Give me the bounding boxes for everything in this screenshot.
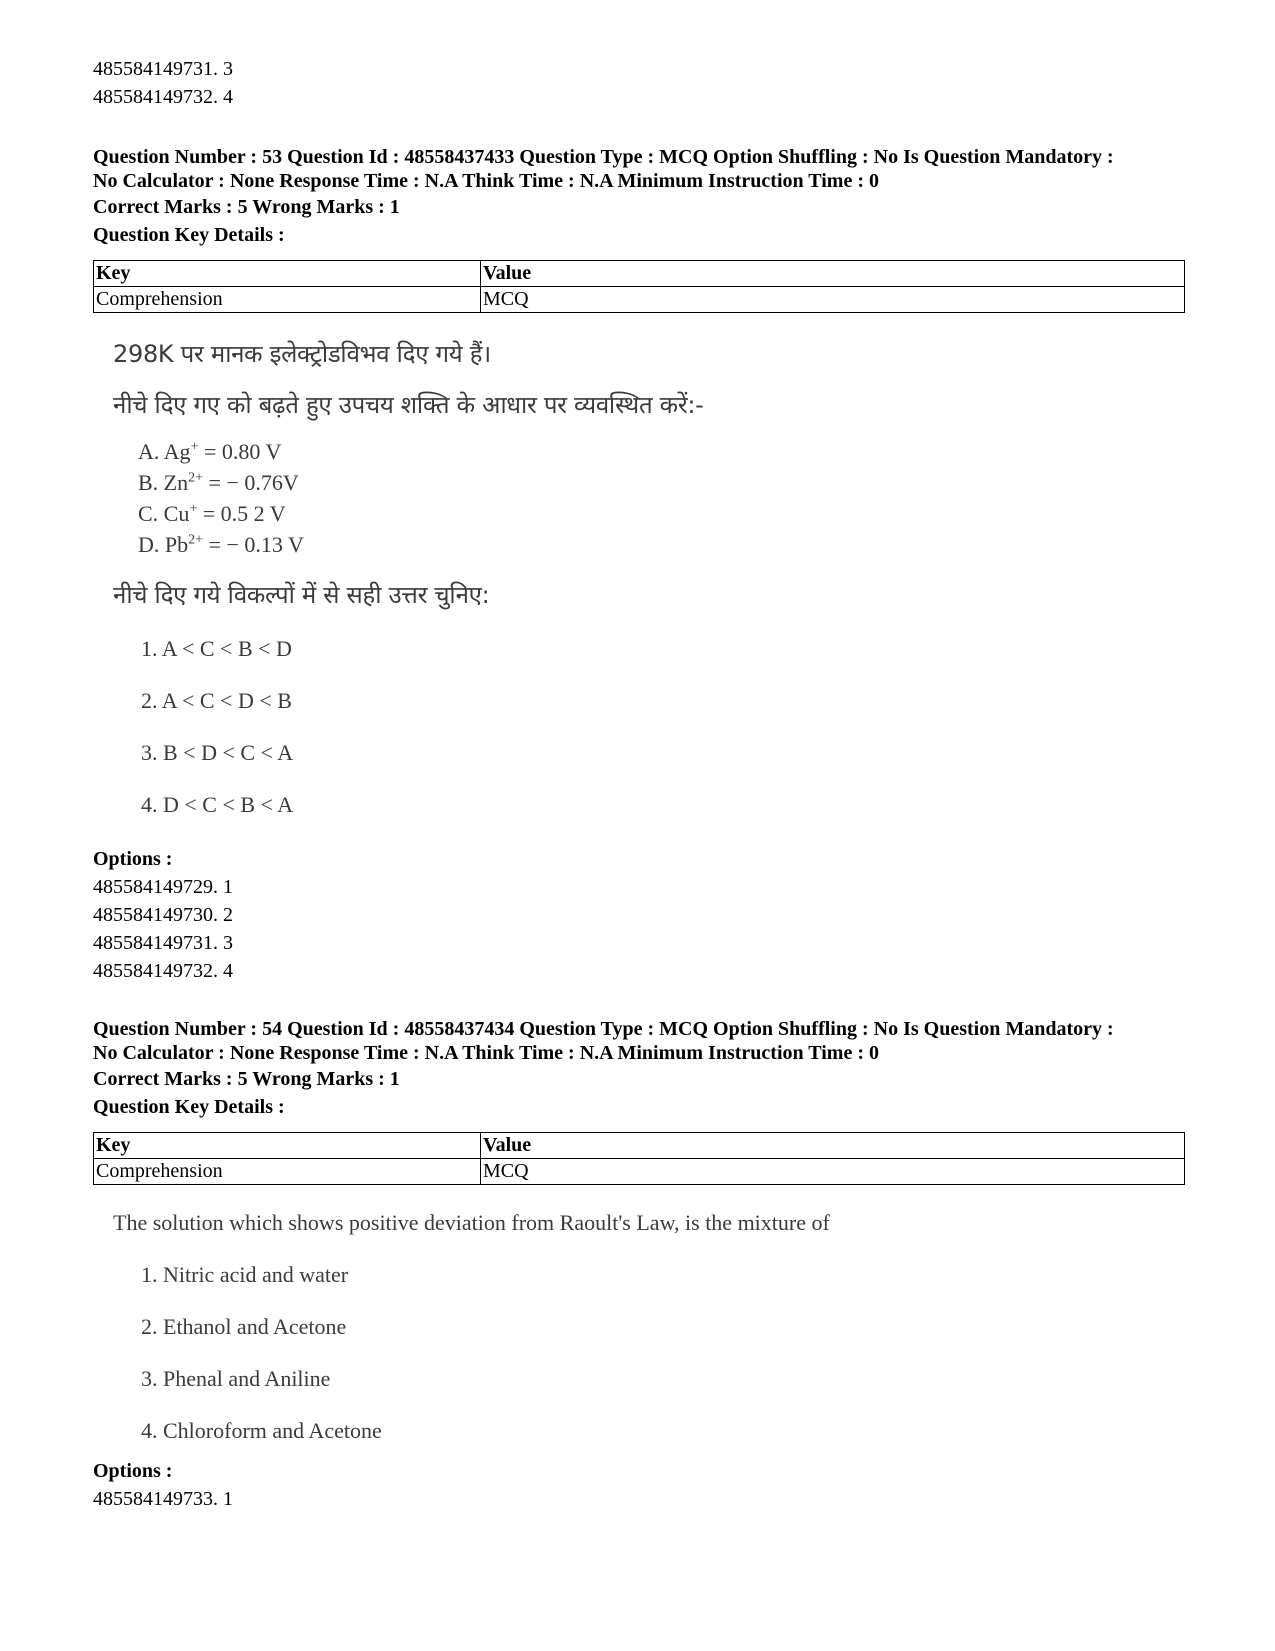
choice-item: 3. Phenal and Aniline	[141, 1366, 331, 1391]
question-marks: Correct Marks : 5 Wrong Marks : 1	[93, 196, 400, 218]
question-54-options	[93, 1457, 233, 1513]
table-row	[94, 287, 1185, 313]
choice-list	[141, 632, 703, 828]
value-header: Value	[481, 261, 1185, 287]
question-53-options	[93, 845, 233, 985]
top-options	[93, 55, 233, 111]
option-line: 485584149730. 2	[93, 904, 233, 926]
question-text: The solution which shows positive deviation from Raoult's Law, is the mixture of	[113, 1210, 830, 1235]
question-54-key-table	[93, 1132, 1185, 1185]
choice-list	[141, 1260, 830, 1456]
key-cell: Comprehension	[94, 287, 481, 313]
table-header-row	[94, 1133, 1185, 1159]
key-header: Key	[94, 261, 481, 287]
table-row	[94, 1159, 1185, 1185]
value-cell: MCQ	[481, 287, 1185, 313]
question-text-line3: नीचे दिए गये विकल्पों में से सही उत्तर चुनिए:	[113, 581, 490, 609]
potential-list	[138, 436, 703, 560]
option-line: 485584149732. 4	[93, 960, 233, 982]
choice-item: 1. A < C < B < D	[141, 636, 292, 661]
option-line: 485584149733. 1	[93, 1488, 233, 1510]
option-line: 485584149732. 4	[93, 86, 233, 108]
choice-item: 4. Chloroform and Acetone	[141, 1418, 382, 1443]
option-line: 485584149731. 3	[93, 58, 233, 80]
question-54-header	[93, 1017, 1114, 1121]
choice-item: 1. Nitric acid and water	[141, 1262, 349, 1287]
choice-item: 4. D < C < B < A	[141, 792, 294, 817]
potential-item: C. Cu+ = 0.5 2 V	[138, 501, 286, 526]
table-header-row	[94, 261, 1185, 287]
choice-item: 3. B < D < C < A	[141, 740, 294, 765]
choice-item: 2. A < C < D < B	[141, 688, 292, 713]
question-53-content	[113, 337, 703, 828]
question-header-line2: No Calculator : None Response Time : N.A Think Time : N.A Minimum Instruction Time : 0	[93, 170, 879, 192]
potential-item: A. Ag+ = 0.80 V	[138, 439, 282, 464]
key-header: Key	[94, 1133, 481, 1159]
question-54-content	[113, 1208, 830, 1456]
value-cell: MCQ	[481, 1159, 1185, 1185]
question-header-line1: Question Number : 54 Question Id : 48558437434 Question Type : MCQ Option Shuffling : No Is Question Mandatory :	[93, 1018, 1114, 1040]
question-header-line2: No Calculator : None Response Time : N.A Think Time : N.A Minimum Instruction Time : 0	[93, 1042, 879, 1064]
question-53-key-table	[93, 260, 1185, 313]
question-key-details-label: Question Key Details :	[93, 224, 285, 246]
key-cell: Comprehension	[94, 1159, 481, 1185]
option-line: 485584149731. 3	[93, 932, 233, 954]
options-label: Options :	[93, 1460, 173, 1482]
option-line: 485584149729. 1	[93, 876, 233, 898]
potential-item: D. $Pb^{2+}$ = − 0.13 V	[138, 532, 304, 557]
choice-item: 2. Ethanol and Acetone	[141, 1314, 347, 1339]
potential-item: B. $Zn^{2+}$ = − 0.76V	[138, 470, 299, 495]
question-header-line1: Question Number : 53 Question Id : 48558437433 Question Type : MCQ Option Shuffling : No Is Question Mandatory :	[93, 146, 1114, 168]
question-text-line1: 298K पर मानक इलेक्ट्रोडविभव दिए गये हैं।	[113, 340, 491, 368]
value-header: Value	[481, 1133, 1185, 1159]
question-key-details-label: Question Key Details :	[93, 1096, 285, 1118]
question-53-header	[93, 145, 1114, 249]
question-marks: Correct Marks : 5 Wrong Marks : 1	[93, 1068, 400, 1090]
options-label: Options :	[93, 848, 173, 870]
question-text-line2: नीचे दिए गए को बढ़ते हुए उपचय शक्ति के आधार पर व्यवस्थित करें:-	[113, 391, 704, 419]
